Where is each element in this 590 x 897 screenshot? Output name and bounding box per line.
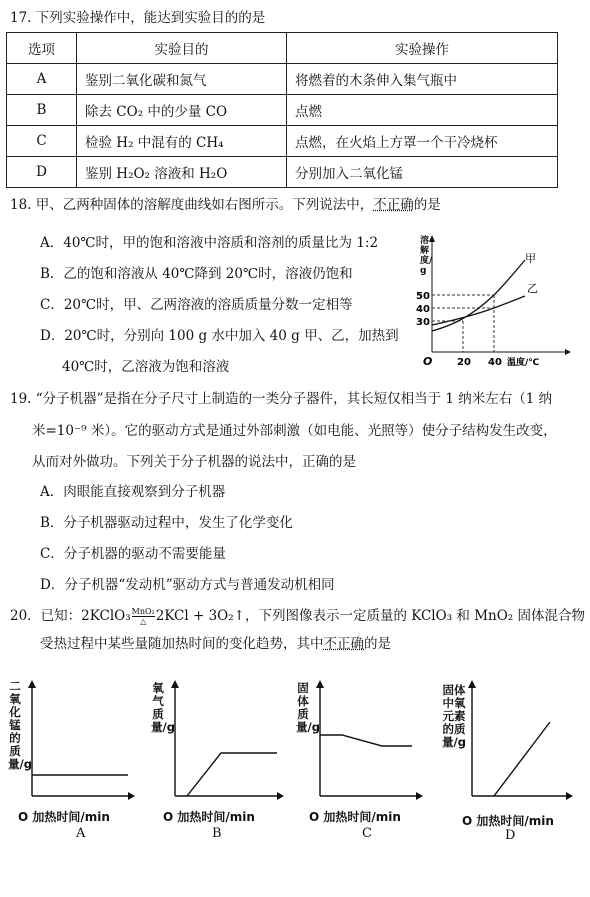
graph-d-tag: D [505,828,516,843]
heat-symbol: △ [140,617,147,626]
q20-stem [10,606,585,626]
graph-b-tag: B [212,826,222,841]
y-axis-label: 溶解度/g [420,236,433,276]
graph-b-xlabel: O 加热时间/min [163,810,255,824]
graph-d-xlabel: O 加热时间/min [462,814,554,828]
q18-option-c: C．20℃时，甲、乙两溶液的溶质质量分数一定相等 [40,297,353,313]
graph-d-line [494,722,550,796]
q17-table [6,32,558,188]
q18-emphasis: 不正确 [373,197,414,213]
graph-c [312,678,424,803]
table-header-row [7,33,558,64]
graph-a-ylabel: 二氧化锰的质量/g [8,679,32,771]
table-row [7,95,558,126]
q19-option-b: B．分子机器驱动过程中，发生了化学变化 [40,515,293,531]
q19-option-c: C．分子机器的驱动不需要能量 [40,546,226,562]
graph-b-line [187,753,277,796]
y-axis-arrow [28,680,36,688]
graph-d-ylabel: 固体中氧元素的质量/g [442,683,466,749]
x-axis-arrow [566,792,573,800]
graph-b-ylabel: 氧气质量/g [151,681,175,734]
graph-c-line [320,735,412,746]
row-operation: 将燃着的木条伸入集气瓶中 [287,64,558,95]
q18-stem [10,195,441,215]
q19-line2: 米=10⁻⁹ 米）。它的驱动方式是通过外部刺激（如电能、光照等）使分子结构发生改变， [32,423,557,439]
header-option: 选项 [7,33,77,64]
x-axis-arrow [128,792,135,800]
catalyst: MnO₂ [131,607,155,616]
q19-option-d: D．分子机器“发动机”驱动方式与普通发动机相同 [40,577,335,593]
header-purpose: 实验目的 [77,33,287,64]
q18-stem-text: 18. 甲、乙两种固体的溶解度曲线如右图所示。下列说法中， [10,197,374,213]
ytick-40: 40 [416,304,430,315]
q18-stem-end: 的是 [413,197,441,213]
row-operation: 分别加入二氧化锰 [287,157,558,188]
q18-option-b: B．乙的饱和溶液从 40℃降到 20℃时，溶液仍饱和 [40,266,353,282]
header-operation: 实验操作 [287,33,558,64]
q19-option-a: A．肉眼能直接观察到分子机器 [40,484,226,500]
graph-d [464,678,574,803]
ytick-50: 50 [416,291,430,302]
graph-a [24,678,136,803]
label-yi: 乙 [527,282,538,295]
y-axis-arrow [468,680,476,688]
q19-line1: 19. “分子机器”是指在分子尺寸上制造的一类分子器件，其长短仅相当于 1 纳米左右（1 纳 [10,391,553,407]
xtick-40: 40 [488,357,502,368]
table-row [7,126,558,157]
q18-option-a: A．40℃时，甲的饱和溶液中溶质和溶剂的质量比为 1:2 [40,235,379,251]
solubility-chart [415,232,575,370]
x-axis-arrow [277,792,284,800]
row-option: A [7,64,77,95]
graph-a-xlabel: O 加热时间/min [18,810,110,824]
graph-a-tag: A [76,826,86,841]
row-option: B [7,95,77,126]
row-purpose: 鉴别 H₂O₂ 溶液和 H₂O [77,157,287,188]
q19-line3: 从而对外做功。下列关于分子机器的说法中，正确的是 [32,454,356,470]
row-operation: 点燃 [287,95,558,126]
graph-c-ylabel: 固体质量/g [296,681,320,734]
graph-c-tag: C [362,826,372,841]
q18-option-d: D．20℃时，分别向 100 g 水中加入 40 g 甲、乙，加热到 [40,328,399,344]
graph-c-xlabel: O 加热时间/min [309,810,401,824]
graph-b [167,678,285,803]
y-axis-arrow [316,680,324,688]
q20-emphasis: 不正确 [323,636,364,652]
label-jia: 甲 [525,252,536,265]
q20-stem-post: 2KCl + 3O₂↑，下列图像表示一定质量的 KClO₃ 和 MnO₂ 固体混合物 [155,608,585,624]
curve-yi [432,296,525,325]
row-option: C [7,126,77,157]
row-option: D [7,157,77,188]
row-purpose: 除去 CO₂ 中的少量 CO [77,95,287,126]
table-row [7,64,558,95]
xtick-20: 20 [457,357,471,368]
x-axis-arrow [565,349,571,355]
q20-stem-pre: 20．已知：2KClO₃ [10,608,131,624]
q20-line2-end: 的是 [364,636,391,652]
q20-line2-text: 受热过程中某些量随加热时间的变化趋势，其中 [40,636,324,652]
x-axis-label: 温度/℃ [507,358,540,368]
row-operation: 点燃，在火焰上方罩一个干冷烧杯 [287,126,558,157]
row-purpose: 检验 H₂ 中混有的 CH₄ [77,126,287,157]
ytick-30: 30 [416,317,430,328]
q17-stem: 17. 下列实验操作中，能达到实验目的的是 [10,10,266,26]
table-row [7,157,558,188]
y-axis-arrow [171,680,179,688]
x-axis-arrow [416,792,423,800]
origin-label: O [423,355,433,368]
q18-option-d-cont: 40℃时，乙溶液为饱和溶液 [62,359,230,375]
q20-line2 [40,634,391,654]
row-purpose: 鉴别二氧化碳和氮气 [77,64,287,95]
reaction-condition [132,607,155,626]
